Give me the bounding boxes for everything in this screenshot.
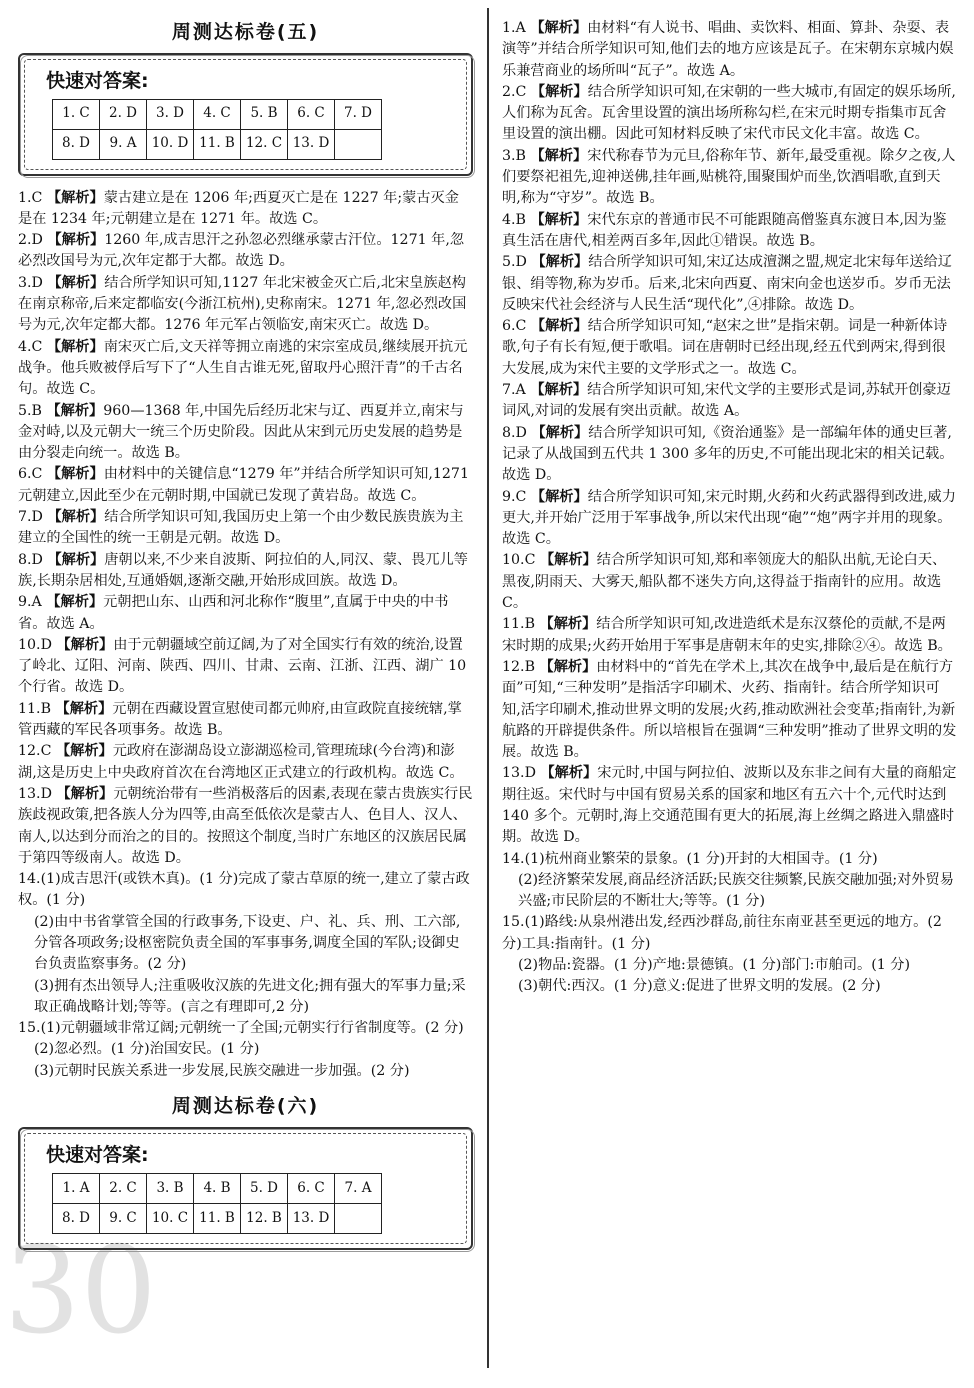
answer-cell: 6. C <box>288 99 335 129</box>
explanation-item <box>502 550 958 614</box>
item-text: 由于元朝疆域空前辽阔,为了对全国实行有效的统治,设置了岭北、辽阳、河南、陕西、四川、甘肃、云南、江浙、江西、湖广 10 个行省。故选 D。 <box>18 636 467 696</box>
explanation-item <box>502 18 958 82</box>
item-number: 11.B <box>502 616 535 633</box>
item-tag: 【解析】 <box>56 636 114 653</box>
answer-cell: 4. C <box>194 99 241 129</box>
item-number: 14. <box>502 850 525 867</box>
explanation-item <box>502 763 958 848</box>
item-number: 6.C <box>502 318 527 335</box>
answer-cell: 4. B <box>194 1173 241 1203</box>
answer-cell: 11. B <box>194 129 241 159</box>
answer-cell: 7. D <box>335 99 382 129</box>
answer-part: (2)物品:瓷器。(1 分)产地:景德镇。(1 分)部门:市舶司。(1 分) <box>518 957 911 974</box>
item-number: 13.D <box>502 765 536 782</box>
explanation-item <box>18 741 473 784</box>
item-text: 由材料中的关键信息“1279 年”并结合所学知识可知,1271 元朝建立,因此至少在元朝时期,中国就已发现了黄岩岛。故选 C。 <box>18 466 469 504</box>
item-number: 9.A <box>18 594 42 611</box>
item-number: 9.C <box>502 488 527 505</box>
explanation-item <box>18 401 473 465</box>
item-number: 5.B <box>18 402 42 419</box>
item-number: 4.C <box>18 338 43 355</box>
item-number: 2.D <box>18 232 43 249</box>
left-column <box>18 18 473 1262</box>
question-15 <box>502 912 958 955</box>
answer-cell: 8. D <box>53 1203 100 1233</box>
explanation-item <box>502 82 958 146</box>
explanation-item <box>18 699 473 742</box>
column-divider <box>487 8 489 1368</box>
explanation-item <box>502 487 958 551</box>
item-text: 唐朝以来,不少来自波斯、阿拉伯的人,同汉、蒙、畏兀儿等族,长期杂居相处,互通婚姻,逐渐交融,开始形成回族。故选 D。 <box>18 551 468 589</box>
item-tag: 【解析】 <box>531 424 589 441</box>
item-number: 5.D <box>502 254 527 271</box>
item-tag: 【解析】 <box>539 616 597 633</box>
item-tag: 【解析】 <box>539 552 597 569</box>
answer-row <box>53 1173 382 1203</box>
item-tag: 【解析】 <box>531 254 589 271</box>
item-number: 14. <box>18 871 41 888</box>
answer-cell: 1. C <box>53 99 100 129</box>
item-number: 8.D <box>18 551 43 568</box>
item-tag: 【解析】 <box>539 658 597 675</box>
item-number: 10.D <box>18 636 52 653</box>
answer-cell: 3. D <box>147 99 194 129</box>
answer-row <box>53 99 382 129</box>
answer-row <box>53 1203 382 1233</box>
item-tag: 【解析】 <box>530 147 588 164</box>
item-tag: 【解析】 <box>47 551 105 568</box>
explanation-item <box>18 550 473 593</box>
answer-cell: 12. B <box>241 1203 288 1233</box>
answer-cell: 2. C <box>100 1173 147 1203</box>
item-tag: 【解析】 <box>46 402 104 419</box>
answer-cell: 1. A <box>53 1173 100 1203</box>
quick-answer-box-5 <box>18 53 473 175</box>
item-tag: 【解析】 <box>46 189 104 206</box>
item-number: 1.A <box>502 20 526 36</box>
answer-cell <box>335 1203 382 1233</box>
explanation-item <box>502 252 958 316</box>
item-text: 元朝统治带有一些消极落后的因素,表现在蒙古贵族实行民族歧视政策,把各族人分为四等,由高至低依次是蒙古人、色目人、汉人、南人,以达到分而治之的目的。按照这个制度,当时广东地区的汉族居民属于第四等级南人。故选 D。 <box>18 785 473 866</box>
explanation-item <box>18 464 473 507</box>
item-tag: 【解析】 <box>530 211 588 228</box>
item-text: 结合所学知识可知,宋辽达成澶渊之盟,规定北宋每年送给辽银、绢等物,称为岁币。后来,北宋向西夏、南宋向金也送岁币。岁币无法反映宋代社会经济与人民生活“现代化”,④排除。故选 D。 <box>502 254 952 313</box>
answer-part: (3)拥有杰出领导人;注重吸收汉族的先进文化;拥有强大的军事力量;采取正确战略计划;等等。(言之有理即可,2 分) <box>34 977 466 1015</box>
item-number: 11.B <box>18 700 51 717</box>
explanation-item <box>18 784 473 869</box>
explanations-5 <box>18 188 473 1082</box>
answer-cell: 12. C <box>241 129 288 159</box>
explanation-item <box>502 657 958 763</box>
answer-cell: 9. A <box>100 129 147 159</box>
item-text: 元朝把山东、山西和河北称作“腹里”,直属于中央的中书省。故选 A。 <box>18 594 449 632</box>
item-text: 宋代称春节为元旦,俗称年节、新年,最受重视。除夕之夜,人们要祭祀祖先,迎神送佛,挂年画,贴桃符,围聚围炉而坐,饮酒唱歌,直到天明,称为“守岁”。故选 B。 <box>502 147 956 207</box>
answer-cell: 13. D <box>288 129 335 159</box>
page-number-watermark: 30 <box>4 1222 157 1361</box>
item-number: 12.C <box>18 743 52 760</box>
item-number: 8.D <box>502 424 527 441</box>
item-text: 南宋灭亡后,文天祥等拥立南逃的宋宗室成员,继续展开抗元战争。他兵败被俘后写下了“人生自古谁无死,留取丹心照汗青”的千古名句。故选 C。 <box>18 338 468 398</box>
answer-cell <box>335 129 382 159</box>
answer-cell: 9. C <box>100 1203 147 1233</box>
item-number: 15. <box>18 1020 41 1037</box>
item-tag: 【解析】 <box>55 743 113 760</box>
right-column <box>502 18 958 998</box>
item-text: 结合所学知识可知,在宋朝的一些大城市,有固定的娱乐场所,人们称为瓦舍。瓦舍里设置的演出场所称勾栏,在宋元时期专指集市瓦舍里设置的演出棚。因此可知材料反映了宋代市民文化丰富。故选 C。 <box>502 83 956 143</box>
item-number: 15. <box>502 914 525 931</box>
explanation-item <box>18 635 473 699</box>
answer-cell: 3. B <box>147 1173 194 1203</box>
quick-answer-title: 快速对答案: <box>46 70 149 93</box>
answer-part: (1)元朝疆域非常辽阔;元朝统一了全国;元朝实行行省制度等。(2 分) <box>40 1020 464 1037</box>
item-text: 由材料“有人说书、唱曲、卖饮料、相面、算卦、杂耍、表演等”并结合所学知识可知,他们去的地方应该是瓦子。在宋朝东京城内娱乐兼营商业的场所叫“瓦子”。故选 A。 <box>502 20 954 79</box>
quick-answer-title: 快速对答案: <box>46 1144 149 1167</box>
item-number: 7.A <box>502 382 526 399</box>
item-number: 7.D <box>18 509 43 526</box>
item-text: 元政府在澎湖岛设立澎湖巡检司,管理琉球(今台湾)和澎湖,这是历史上中央政府首次在台湾地区正式建立的行政机构。故选 C。 <box>18 743 464 781</box>
item-text: 结合所学知识可知,郑和率领庞大的船队出航,无论白天、黑夜,阴雨天、大雾天,船队都不迷失方向,这得益于指南针的应用。故选 C。 <box>502 552 947 612</box>
answer-cell: 6. C <box>288 1173 335 1203</box>
explanation-item <box>18 230 473 273</box>
item-tag: 【解析】 <box>530 488 588 505</box>
answer-part: (3)元朝时民族关系进一步发展,民族交融进一步加强。(2 分) <box>34 1062 410 1079</box>
item-number: 13.D <box>18 785 52 802</box>
item-tag: 【解析】 <box>530 83 588 100</box>
answer-part: (1)成吉思汗(或铁木真)。(1 分)完成了蒙古草原的统一,建立了蒙古政权。(1 分) <box>18 871 470 909</box>
item-number: 2.C <box>502 83 527 100</box>
explanation-item <box>18 188 473 231</box>
item-tag: 【解析】 <box>55 700 113 717</box>
answer-part: (1)路线:从泉州港出发,经西沙群岛,前往东南亚甚至更远的地方。(2 分)工具:指南针。(1 分) <box>502 914 942 952</box>
item-text: 结合所学知识可知,《资治通鉴》是一部编年体的通史巨著,记录了从战国到五代共 1 300 多年的历史,不可能出现北宋的相关记载。故选 D。 <box>502 424 954 484</box>
explanation-item <box>18 337 473 401</box>
explanation-item <box>502 316 958 380</box>
item-text: 结合所学知识可知,我国历史上第一个由少数民族贵族为主建立的全国性的统一王朝是元朝。故选 D。 <box>18 509 464 547</box>
answer-part: (2)由中书省掌管全国的行政事务,下设吏、户、礼、兵、刑、工六部,分管各项政务;设枢密院负责全国的军事事务,调度全国的军队;设御史台负责监察事务。(2 分) <box>34 913 461 973</box>
item-text: 宋代东京的普通市民不可能跟随高僧鉴真东渡日本,因为鉴真生活在唐代,相差两百多年,因此①错误。故选 B。 <box>502 211 947 249</box>
answer-part: (3)朝代:西汉。(1 分)意义:促进了世界文明的发展。(2 分) <box>518 978 881 995</box>
item-tag: 【解析】 <box>47 274 105 291</box>
explanation-item <box>502 380 958 423</box>
answer-cell: 2. D <box>100 99 147 129</box>
item-tag: 【解析】 <box>46 466 104 483</box>
item-tag: 【解析】 <box>46 594 104 611</box>
explanation-item <box>18 507 473 550</box>
section-title-6: 周测达标卷(六) <box>171 1095 320 1118</box>
item-text: 蒙古建立是在 1206 年;西夏灭亡是在 1227 年;蒙古灭金是在 1234 年;元朝建立是在 1271 年。故选 C。 <box>18 189 459 227</box>
item-number: 1.C <box>18 189 43 206</box>
question-14 <box>18 869 473 912</box>
item-tag: 【解析】 <box>530 318 588 335</box>
explanation-item <box>502 614 958 657</box>
answer-cell: 8. D <box>53 129 100 159</box>
answer-table <box>52 99 382 160</box>
answer-cell: 5. B <box>241 99 288 129</box>
question-15 <box>18 1018 473 1039</box>
item-tag: 【解析】 <box>46 338 104 355</box>
item-number: 3.D <box>18 274 43 291</box>
explanation-item <box>18 592 473 635</box>
answer-cell: 10. C <box>147 1203 194 1233</box>
question-14 <box>502 849 958 870</box>
answer-cell: 13. D <box>288 1203 335 1233</box>
item-number: 12.B <box>502 658 535 675</box>
item-text: 元朝在西藏设置宣慰使司都元帅府,由宣政院直接统辖,掌管西藏的军民各项事务。故选 B。 <box>18 700 462 739</box>
item-number: 10.C <box>502 552 536 569</box>
item-tag: 【解析】 <box>530 382 588 399</box>
item-text: 960—1368 年,中国先后经历北宋与辽、西夏并立,南宋与金对峙,以及元朝大一统三个历史阶段。因此从宋到元历史发展的趋势是由分裂走向统一。故选 B。 <box>18 402 464 462</box>
item-number: 4.B <box>502 211 526 228</box>
answer-row <box>53 129 382 159</box>
answer-table <box>52 1173 382 1234</box>
item-text: 宋元时,中国与阿拉伯、波斯以及东非之间有大量的商船定期往返。宋代时与中国有贸易关系的国家和地区有五六十个,元代时达到 140 多个。元朝时,海上交通范围有更大的拓展,海上丝绸之路进入鼎盛时期。故选 D。 <box>502 765 957 846</box>
item-tag: 【解析】 <box>47 232 105 249</box>
explanation-item <box>502 423 958 487</box>
item-number: 6.C <box>18 466 43 483</box>
answer-part: (2)忽必烈。(1 分)治国安民。(1 分) <box>34 1041 260 1058</box>
item-text: 结合所学知识可知,改进造纸术是东汉蔡伦的贡献,不是两宋时期的成果;火药开始用于军事是唐朝末年的史实,排除②④。故选 B。 <box>502 616 952 654</box>
item-number: 3.B <box>502 147 526 164</box>
explanation-item <box>18 273 473 337</box>
section-title-5: 周测达标卷(五) <box>171 21 320 43</box>
item-tag: 【解析】 <box>56 785 114 802</box>
answer-cell: 11. B <box>194 1203 241 1233</box>
item-text: 结合所学知识可知,宋元时期,火药和火药武器得到改进,威力更大,并开始广泛用于军事战争,所以宋代出现“砲”“炮”两字并用的现象。故选 C。 <box>502 488 956 548</box>
item-text: 1260 年,成吉思汗之孙忽必烈继承蒙古汗位。1271 年,忽必烈改国号为元,次年定都于大都。故选 D。 <box>18 232 465 270</box>
answer-cell: 7. A <box>335 1173 382 1203</box>
answer-cell: 10. D <box>147 129 194 159</box>
item-text: 结合所学知识可知,1127 年北宋被金灭亡后,北宋皇族赵构在南京称帝,后来定都临安(今浙江杭州),史称南宋。1271 年,忽必烈改国号为元,次年定都大都。1276 年元军占领临安,南宋灭亡。故选 D。 <box>18 274 467 334</box>
explanation-item <box>502 146 958 210</box>
answer-cell: 5. D <box>241 1173 288 1203</box>
answer-part: (2)经济繁荣发展,商品经济活跃;民族交往频繁,民族交融加强;对外贸易兴盛;市民阶层的不断壮大;等等。(1 分) <box>518 871 954 910</box>
item-text: 结合所学知识可知,宋代文学的主要形式是词,苏轼开创豪迈词风,对词的发展有突出贡献。故选 A。 <box>502 382 951 420</box>
item-tag: 【解析】 <box>47 509 105 526</box>
item-tag: 【解析】 <box>540 765 598 782</box>
item-text: 结合所学知识可知,“赵宋之世”是指宋朝。词是一种新体诗歌,句子有长有短,便于歌唱。词在唐朝时已经出现,经五代到两宋,得到很大发展,成为宋代主要的文学形式之一。故选 C。 <box>502 318 948 377</box>
quick-answer-box-6 <box>18 1127 473 1249</box>
item-tag: 【解析】 <box>530 20 588 36</box>
item-text: 由材料中的“首先在学术上,其次在战争中,最后是在航行方面”可知,“三种发明”是指活字印刷术、火药、指南针。结合所学知识可知,活字印刷术,推动世界文明的发展;火药,推动欧洲社会变革;指南针,为新航路的开辟提供条件。所以培根旨在强调“三种发明”推动了世界文明的发展。故选 B。 <box>502 658 957 761</box>
explanation-item <box>502 210 958 253</box>
answer-part: (1)杭州商业繁荣的景象。(1 分)开封的大相国寺。(1 分) <box>524 850 878 867</box>
